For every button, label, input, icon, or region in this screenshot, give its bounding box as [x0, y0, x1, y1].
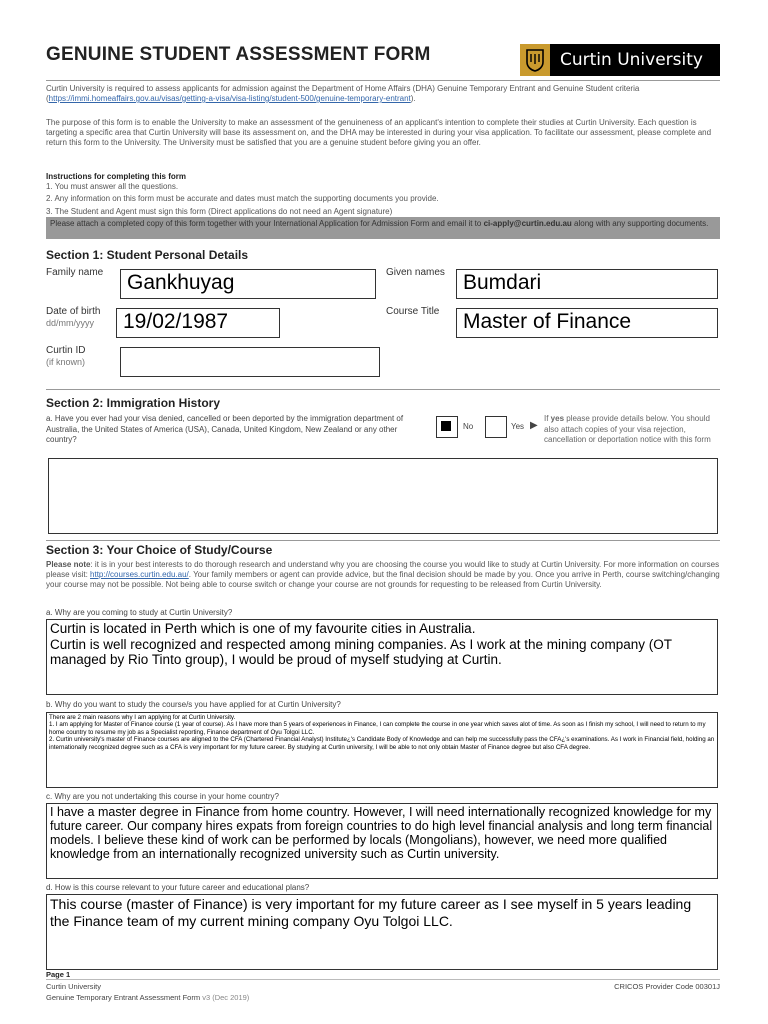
yes-note-post: please provide details below. You should also attach copies of your visa rejection, cancellation or deportation notice with this form: [544, 414, 711, 444]
page-number: Page 1: [46, 970, 71, 979]
no-checkbox[interactable]: [436, 416, 458, 438]
question-c-label: c. Why are you not undertaking this course in your home country?: [46, 792, 280, 801]
dob-label: Date of birth: [46, 306, 101, 317]
dob-format-hint: dd/mm/yyyy: [46, 318, 95, 328]
instruction-item: 1. You must answer all the questions.: [46, 182, 179, 191]
instruction-item: 3. The Student and Agent must sign this form (Direct applications do not need an Agent signature): [46, 207, 393, 216]
footer-divider: [46, 979, 720, 980]
intro-paragraph-1: [46, 84, 720, 104]
dob-field[interactable]: 19/02/1987: [116, 308, 280, 338]
cricos-code: CRICOS Provider Code 00301J: [614, 982, 720, 991]
section-divider: [46, 540, 720, 541]
header-divider: [46, 80, 720, 81]
family-name-label: Family name: [46, 267, 104, 278]
yes-note-pre: If: [544, 414, 551, 423]
banner-text: Please attach a completed copy of this form together with your International Application for Admission Form and email it to: [50, 219, 484, 228]
question-a-answer[interactable]: Curtin is located in Perth which is one of my favourite cities in Australia. Curtin is well recognized and respected among mining companies. As I work at the mining company (OT managed by Rio Tinto group), I would be proud of myself studying at Curtin.: [46, 619, 718, 695]
form-version: v3 (Dec 2019): [200, 993, 250, 1002]
intro-paragraph-2: The purpose of this form is to enable the University to make an assessment of the genuineness of an applicant's intention to complete their studies at Curtin University. Each question is targeting a specific area that Curtin University will base its assessment on, and the DHA may be interested in during your visa application. To facilitate our assessment, please complete and return this form to the University. The University must be satisfied that you are a genuine student before giving you an offer.: [46, 118, 712, 147]
question-b-answer[interactable]: There are 2 main reasons why I am applying for at Curtin University. 1. I am applying for Master of Finance course (1 year of course). As I have more than 5 years of experiences in Finance, I can complete the course in one year which saves alot of time. As soon as I finish my school, I will need to return to my home country to resume my job as a Specialist reporting, Finance department of Oyu Tolgoi LLC. 2. Curtin university's master of Finance courses are aligned to the CFA (Chartered Financial Analyst) Institute¿'s Candidate Body of Knowledge and can help me successfully pass the CFA¿'s examinations. As I work in Financial field, holding an internationally recognized degree such as a CFA is very important for my future career. By studying at Curtin university, I will be able to not only obtain Master of Finance degree but also CFA degree.: [46, 712, 718, 788]
question-a-label: a. Why are you coming to study at Curtin University?: [46, 608, 233, 617]
question-c-answer[interactable]: I have a master degree in Finance from home country. However, I will need internationally recognized knowledge for my future career. Our company hires expats from foreign countries to do high level financial analysis and long term financial models. I believe these kind of work can be performed by locals (Mongolians), however, we need more qualified knowledge from an internationally recognized university such as Curtin university.: [46, 803, 718, 879]
instruction-item: 2. Any information on this form must be accurate and dates must match the supporting documents you provide.: [46, 194, 439, 203]
question-b-label: b. Why do you want to study the course/s you have applied for at Curtin University?: [46, 700, 341, 709]
form-title: GENUINE STUDENT ASSESSMENT FORM: [46, 44, 431, 65]
yes-instructions: [544, 414, 722, 446]
curtin-logo: [520, 44, 720, 76]
crest-icon: [520, 44, 550, 76]
question-d-answer[interactable]: This course (master of Finance) is very important for my future career as I see myself in 5 years leading the Finance team of my current mining company Oyu Tolgoi LLC.: [46, 894, 718, 970]
given-names-field[interactable]: Bumdari: [456, 269, 718, 299]
course-title-label: Course Title: [386, 306, 440, 317]
curtin-id-hint: (if known): [46, 357, 86, 367]
given-names-label: Given names: [386, 267, 445, 278]
banner-text-end: along with any supporting documents.: [571, 219, 709, 228]
section-3-heading: Section 3: Your Choice of Study/Course: [46, 543, 273, 557]
note-text-end: . Your family members or agent can provide advice, but the final decision should be made by you. Once you arrive in Perth, course switching/changing your course may not be possible. Not being able to course switch or change your course are not grounds for requesting to be released from Curtin University.: [46, 570, 720, 589]
visa-question: a. Have you ever had your visa denied, cancelled or been deported by the immigration department of Australia, the United States of America (USA), Canada, United Kingdom, New Zealand or any other country?: [46, 414, 404, 444]
email-instruction-banner: [46, 217, 720, 239]
dha-link[interactable]: https://immi.homeaffairs.gov.au/visas/getting-a-visa/visa-listing/student-500/genuine-temporary-entrant: [48, 94, 411, 103]
instructions-heading: Instructions for completing this form: [46, 172, 187, 181]
section-1-heading: Section 1: Student Personal Details: [46, 248, 249, 262]
intro-text: Curtin University is required to assess applicants for admission against the Department of Home Affairs (DHA) Genuine Temporary Entrant and Genuine Student criteria (: [46, 84, 640, 103]
no-label: No: [463, 422, 474, 431]
curtin-id-field[interactable]: [120, 347, 380, 377]
yes-label: Yes: [511, 422, 525, 431]
visa-details-field[interactable]: [48, 458, 718, 534]
footer-org: Curtin University: [46, 982, 102, 991]
section-divider: [46, 389, 720, 390]
logo-text: Curtin University: [560, 50, 703, 70]
arrow-right-icon: ▶: [530, 420, 538, 431]
note-text: : it is in your best interests to do thorough research and understand why you are choosing the course you would like to study at Curtin University. For more information on courses please visit:: [46, 560, 720, 579]
note-bold: Please note: [46, 560, 91, 569]
yes-note-bold: yes: [550, 414, 565, 423]
section-2-heading: Section 2: Immigration History: [46, 396, 221, 410]
question-d-label: d. How is this course relevant to your future career and educational plans?: [46, 883, 310, 892]
course-title-field[interactable]: Master of Finance: [456, 308, 718, 338]
curtin-id-label: Curtin ID: [46, 345, 86, 356]
yes-checkbox[interactable]: [485, 416, 507, 438]
courses-link[interactable]: http://courses.curtin.edu.au/: [90, 570, 189, 579]
family-name-field[interactable]: Gankhuyag: [120, 269, 376, 299]
form-name: Genuine Temporary Entrant Assessment Form: [46, 993, 201, 1002]
section-3-note: [46, 560, 722, 590]
intro-text-end: ).: [410, 94, 416, 103]
footer-form-name: [46, 993, 249, 1003]
apply-email[interactable]: ci-apply@curtin.edu.au: [483, 219, 572, 228]
